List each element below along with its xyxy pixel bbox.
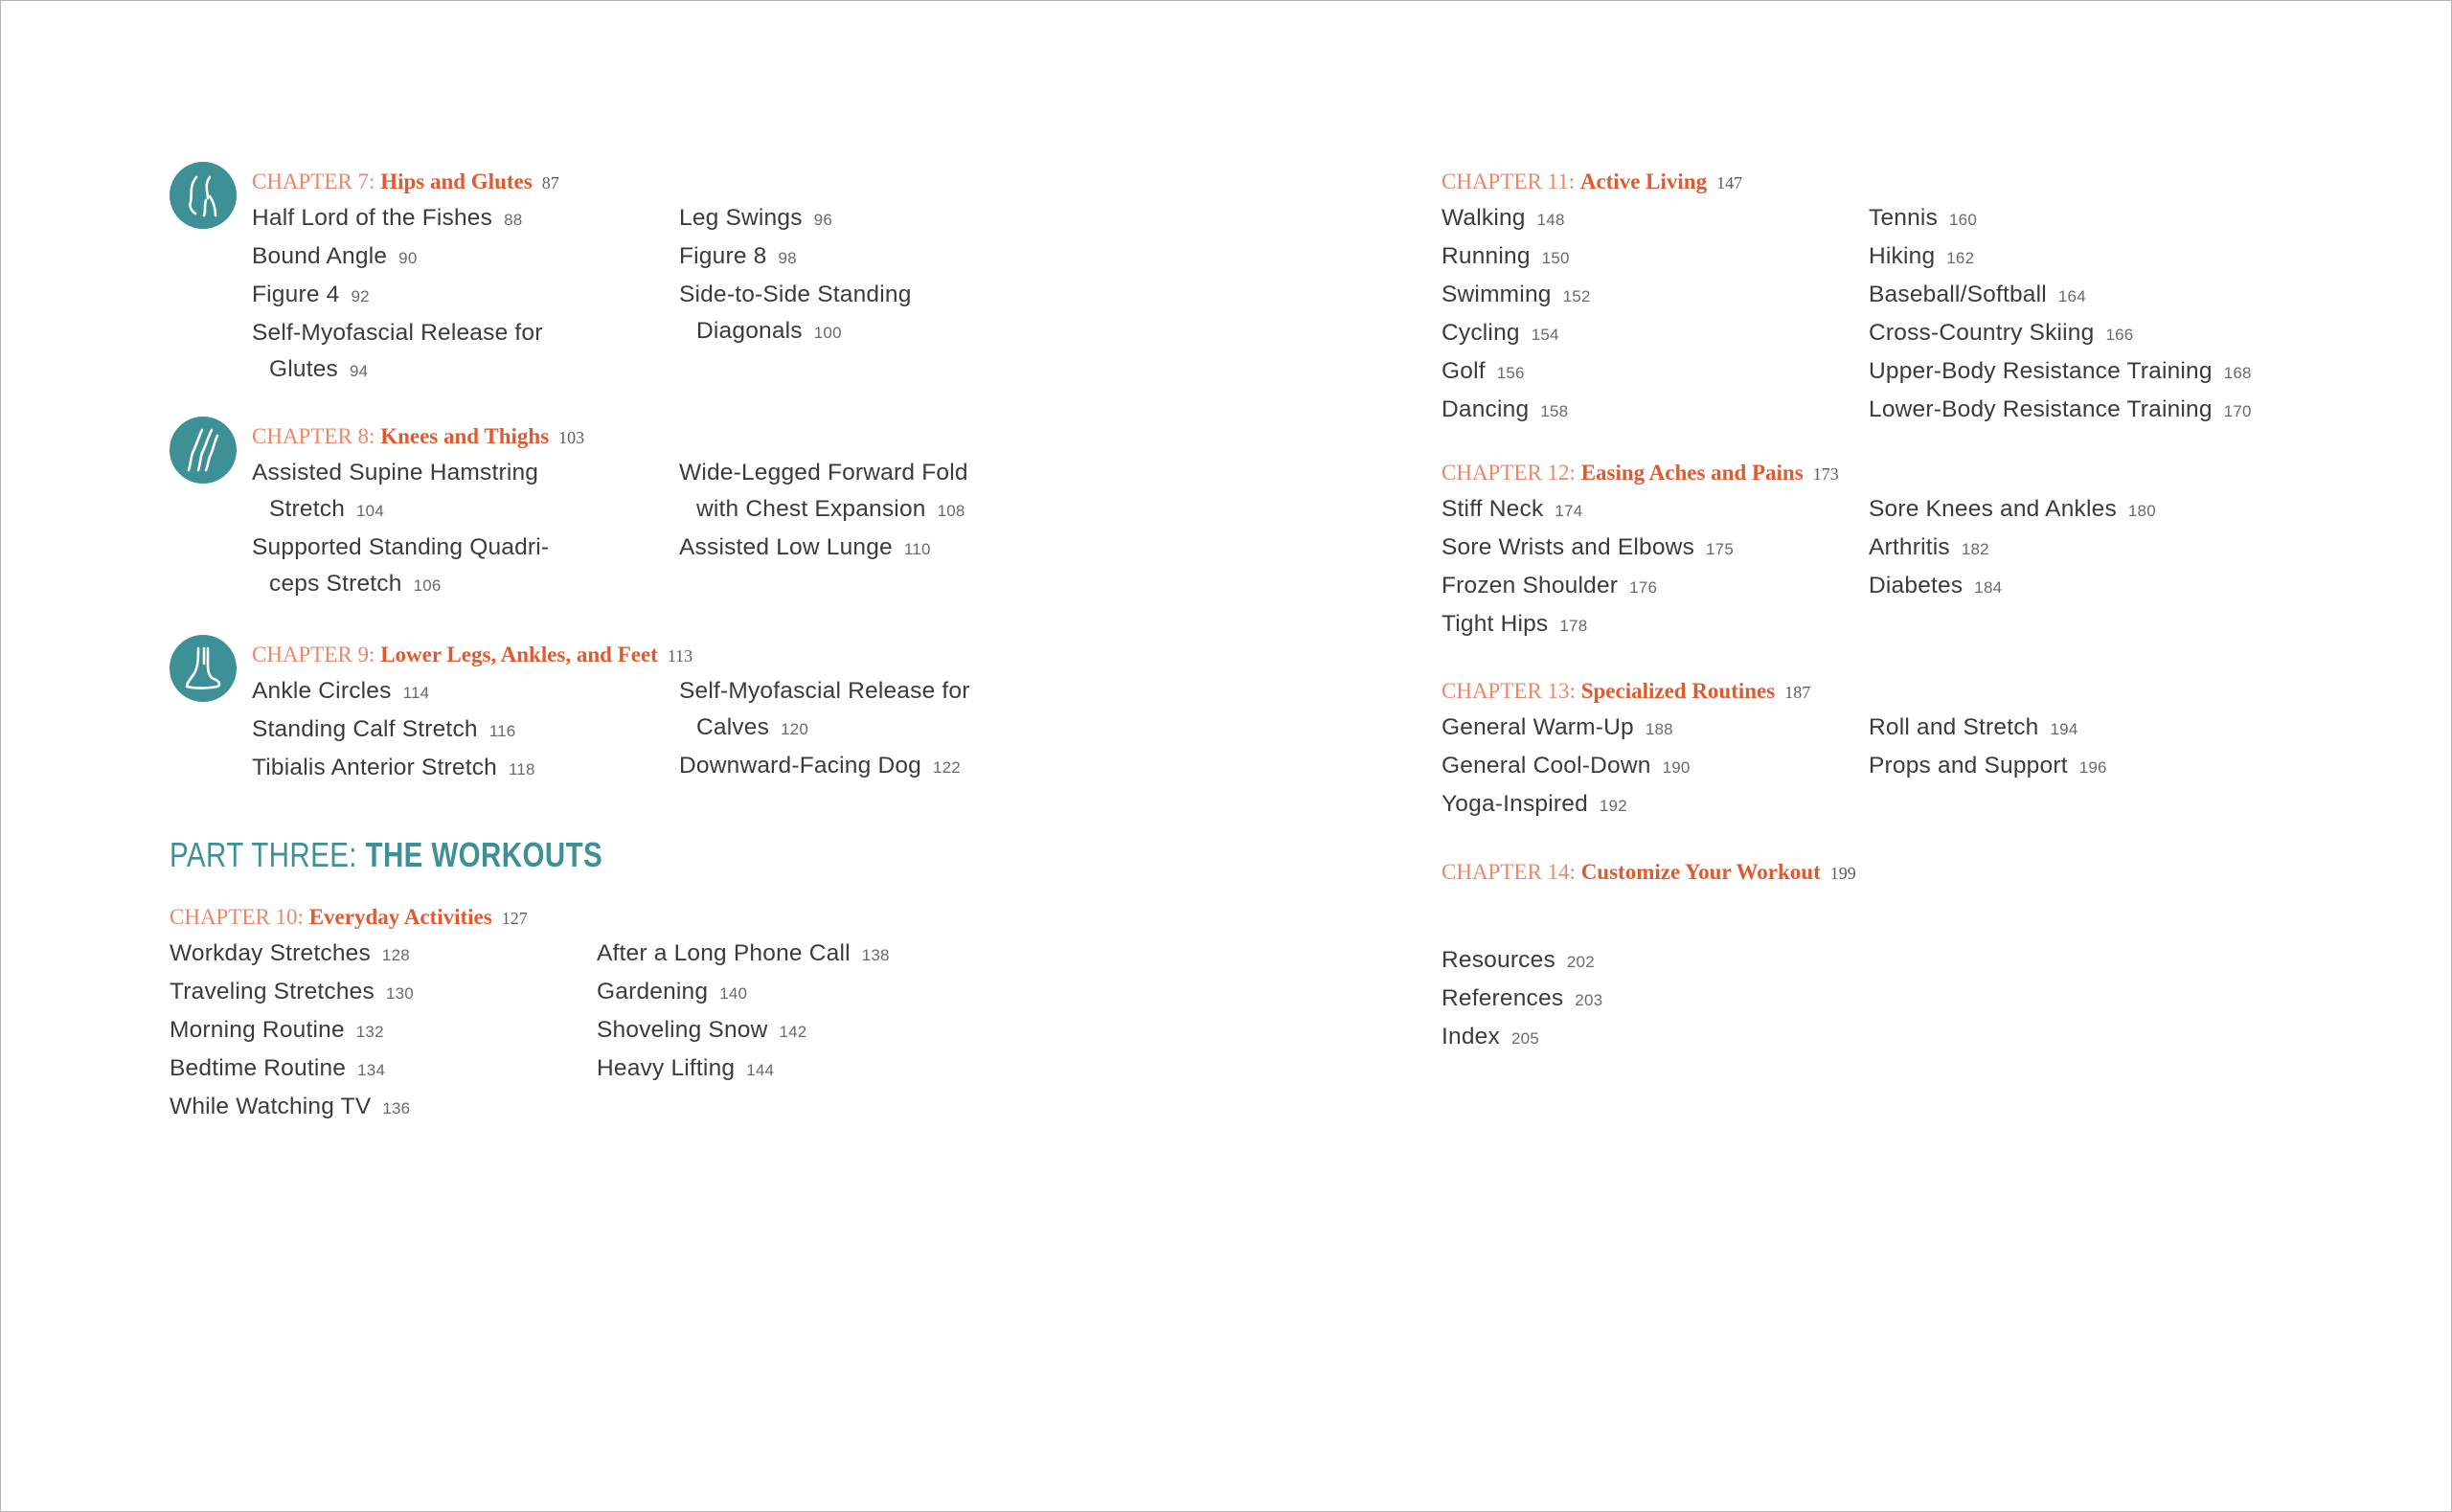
page-number: 194: [2050, 720, 2078, 738]
entry-title: General Warm-Up: [1442, 714, 1634, 740]
chapter-12-right-column: [1869, 491, 2271, 606]
page-number: 104: [356, 502, 384, 520]
toc-entry[interactable]: [1442, 200, 1844, 238]
toc-entry[interactable]: [597, 936, 999, 974]
chapter-label: CHAPTER 10:: [170, 905, 309, 929]
entry-title: Upper-Body Resistance Training: [1869, 358, 2213, 384]
page-number: 114: [402, 684, 430, 702]
toc-entry[interactable]: [252, 491, 654, 530]
chapter-13-right-column: [1869, 710, 2271, 786]
toc-entry[interactable]: [1869, 315, 2348, 353]
entry-title: Dancing: [1442, 396, 1530, 422]
page-number: 96: [813, 211, 832, 229]
toc-entry[interactable]: [1442, 748, 1844, 786]
chapter-title: Knees and Thighs: [380, 424, 550, 448]
entry-title: Shoveling Snow: [597, 1017, 768, 1043]
entry-title: Assisted Supine Hamstring: [252, 460, 539, 485]
entry-title: References: [1442, 985, 1564, 1011]
toc-entry[interactable]: [252, 200, 654, 238]
toc-entry[interactable]: [1442, 315, 1844, 353]
toc-entry[interactable]: [1442, 710, 1844, 748]
toc-entry[interactable]: [1869, 710, 2271, 748]
toc-entry[interactable]: [170, 974, 572, 1012]
page-number: 132: [355, 1023, 384, 1041]
chapter-7-section: [252, 164, 1018, 384]
chapter-10-section: [170, 899, 936, 1129]
chapter-14-heading[interactable]: [1442, 854, 1856, 891]
toc-entry[interactable]: [170, 1012, 572, 1050]
page-number: 182: [1961, 540, 1989, 558]
chapter-label: CHAPTER 13:: [1442, 679, 1581, 703]
entry-title: Lower-Body Resistance Training: [1869, 396, 2213, 422]
page-number: 150: [1541, 249, 1570, 267]
toc-entry[interactable]: [170, 936, 572, 974]
toc-entry[interactable]: [1869, 200, 2348, 238]
page-number: 103: [558, 428, 585, 447]
chapter-8-section: [252, 418, 1018, 600]
chapter-title: Customize Your Workout: [1580, 860, 1821, 884]
entry-title: Sore Knees and Ankles: [1869, 496, 2117, 522]
entry-title: Standing Calf Stretch: [252, 716, 478, 742]
entry-title: Swimming: [1442, 282, 1552, 307]
chapter-label: CHAPTER 8:: [252, 424, 381, 448]
entry-title: Sore Wrists and Elbows: [1442, 534, 1695, 560]
chapter-label: CHAPTER 14:: [1442, 860, 1581, 884]
chapter-13-section: [1442, 673, 2361, 826]
toc-entry[interactable]: [1442, 568, 1844, 606]
page-number: 173: [1812, 464, 1839, 484]
entry-title: Index: [1442, 1024, 1500, 1049]
entry-title: Tibialis Anterior Stretch: [252, 755, 497, 780]
toc-entry[interactable]: [1869, 568, 2271, 606]
toc-entry[interactable]: [252, 750, 654, 788]
toc-entry[interactable]: [1442, 606, 1844, 644]
chapter-7-heading[interactable]: [252, 164, 559, 201]
toc-entry[interactable]: [1442, 392, 1844, 430]
toc-entry[interactable]: [1869, 491, 2271, 530]
toc-entry[interactable]: [1442, 277, 1844, 315]
page-number: 184: [1974, 578, 2003, 597]
page-number: 134: [357, 1061, 386, 1079]
page-number: 147: [1716, 173, 1743, 192]
toc-entry[interactable]: [252, 455, 654, 491]
page-number: 188: [1645, 720, 1673, 738]
toc-entry[interactable]: [597, 1012, 999, 1050]
entry-title: Supported Standing Quadri-: [252, 534, 550, 560]
part-three-heading[interactable]: [170, 835, 602, 875]
page-number: 122: [933, 758, 961, 777]
chapter-11-right-column: [1869, 200, 2348, 430]
page-number: 160: [1949, 211, 1977, 229]
entry-title: Gardening: [597, 979, 709, 1004]
entry-title: Half Lord of the Fishes: [252, 205, 493, 231]
toc-entry[interactable]: [170, 1050, 572, 1089]
toc-entry[interactable]: [252, 315, 654, 351]
chapter-12-section: [1442, 455, 2361, 646]
page-number: 94: [350, 362, 369, 380]
chapter-13-heading[interactable]: [1442, 673, 1810, 711]
toc-entry[interactable]: [1869, 238, 2348, 277]
toc-entry[interactable]: [1442, 238, 1844, 277]
page-number: 127: [501, 909, 528, 928]
entry-title: Cross-Country Skiing: [1869, 320, 2095, 346]
toc-entry[interactable]: [597, 1050, 999, 1089]
page-number: 196: [2078, 758, 2107, 777]
back-matter-list: [1442, 942, 1844, 1057]
chapter-11-section: [1442, 164, 2361, 422]
toc-entry[interactable]: [170, 1089, 572, 1127]
toc-entry[interactable]: [252, 238, 654, 277]
entry-title: Diagonals: [696, 318, 803, 344]
chapter-title: Everyday Activities: [308, 905, 492, 929]
entry-title: Frozen Shoulder: [1442, 573, 1619, 598]
page-number: 154: [1531, 326, 1559, 344]
chapter-title: Active Living: [1579, 169, 1708, 193]
page-number: 144: [746, 1061, 775, 1079]
toc-entry[interactable]: [1442, 530, 1844, 568]
entry-title: Figure 4: [252, 282, 340, 307]
entry-title: Leg Swings: [679, 205, 803, 231]
page-number: 180: [2127, 502, 2156, 520]
entry-title: Stretch: [269, 496, 346, 522]
entry-title: Arthritis: [1869, 534, 1950, 560]
page-number: 174: [1555, 502, 1583, 520]
entry-title: Bound Angle: [252, 243, 388, 269]
page-number: 170: [2223, 402, 2252, 420]
chapter-label: CHAPTER 11:: [1442, 169, 1580, 193]
part-label: PART THREE:: [170, 835, 366, 874]
toc-entry[interactable]: [252, 673, 654, 711]
entry-title: Roll and Stretch: [1869, 714, 2039, 740]
toc-entry[interactable]: [1442, 491, 1844, 530]
chapter-7-right-column: [679, 200, 1081, 351]
toc-entry[interactable]: [679, 455, 1081, 491]
chapter-9-heading[interactable]: [252, 637, 692, 674]
knees-icon: [170, 417, 237, 484]
entry-title: Tight Hips: [1442, 611, 1549, 637]
chapter-title: Easing Aches and Pains: [1580, 461, 1804, 485]
chapter-9-left-column: [252, 673, 654, 788]
chapter-8-right-column: [679, 455, 1081, 568]
entry-title: ceps Stretch: [269, 571, 402, 597]
page-number: 90: [398, 249, 418, 267]
entry-title: Self-Myofascial Release for: [679, 678, 970, 704]
chapter-8-left-column: [252, 455, 654, 604]
page-number: 190: [1662, 758, 1691, 777]
entry-title: Calves: [696, 714, 770, 740]
entry-title: After a Long Phone Call: [597, 940, 851, 966]
entry-title: Cycling: [1442, 320, 1520, 346]
entry-title: Tennis: [1869, 205, 1939, 231]
toc-entry[interactable]: [679, 200, 1081, 238]
entry-title: Heavy Lifting: [597, 1055, 736, 1081]
page-number: 192: [1599, 797, 1627, 815]
page-number: 106: [413, 576, 442, 595]
page-number: 118: [509, 760, 535, 779]
entry-title: Wide-Legged Forward Fold: [679, 460, 968, 485]
entry-title: Diabetes: [1869, 573, 1964, 598]
page-number: 178: [1559, 617, 1588, 635]
page-number: 158: [1540, 402, 1569, 420]
entry-title: with Chest Expansion: [696, 496, 926, 522]
chapter-10-right-column: [597, 936, 999, 1089]
toc-entry[interactable]: [679, 710, 1081, 748]
toc-entry[interactable]: [1869, 530, 2271, 568]
page-number: 156: [1496, 364, 1525, 382]
toc-entry[interactable]: [679, 313, 1081, 351]
page-number: 92: [351, 287, 370, 305]
hips-icon: [170, 162, 237, 229]
page-number: 162: [1946, 249, 1975, 267]
entry-title: Traveling Stretches: [170, 979, 375, 1004]
chapter-10-heading[interactable]: [170, 899, 528, 937]
page-number: 142: [779, 1023, 807, 1041]
page-number: 113: [667, 646, 693, 666]
entry-title: Assisted Low Lunge: [679, 534, 893, 560]
entry-title: Hiking: [1869, 243, 1936, 269]
page-number: 88: [504, 211, 523, 229]
page-number: 110: [903, 540, 931, 558]
toc-entry[interactable]: [679, 748, 1081, 786]
toc-entry[interactable]: [252, 530, 654, 566]
chapter-10-left-column: [170, 936, 572, 1127]
entry-title: Props and Support: [1869, 753, 2068, 779]
chapter-13-left-column: [1442, 710, 1844, 824]
entry-title: Side-to-Side Standing: [679, 282, 912, 307]
chapter-label: CHAPTER 12:: [1442, 461, 1581, 485]
page-number: 116: [488, 722, 516, 740]
chapter-11-heading[interactable]: [1442, 164, 1742, 201]
entry-title: Figure 8: [679, 243, 767, 269]
page-number: 187: [1784, 683, 1811, 702]
page-number: 138: [861, 946, 890, 964]
entry-title: Glutes: [269, 356, 339, 382]
toc-entry[interactable]: [252, 566, 654, 604]
page-number: 175: [1706, 540, 1734, 558]
page-number: 128: [381, 946, 410, 964]
chapter-9-right-column: [679, 673, 1081, 786]
page-number: 168: [2223, 364, 2252, 382]
entry-title: Self-Myofascial Release for: [252, 320, 543, 346]
entry-title: Ankle Circles: [252, 678, 392, 704]
toc-entry[interactable]: [679, 277, 1081, 313]
page-number: 203: [1575, 991, 1603, 1009]
chapter-8-heading[interactable]: [252, 418, 584, 456]
toc-entry[interactable]: [1442, 786, 1844, 824]
toc-entry[interactable]: [1442, 981, 1844, 1019]
page-number: 202: [1566, 953, 1595, 971]
toc-entry[interactable]: [679, 238, 1081, 277]
entry-title: Bedtime Routine: [170, 1055, 347, 1081]
toc-entry[interactable]: [1869, 392, 2348, 430]
chapter-9-section: [252, 637, 1018, 790]
entry-title: Yoga-Inspired: [1442, 791, 1588, 817]
part-title: THE WORKOUTS: [365, 835, 603, 874]
toc-entry[interactable]: [1869, 353, 2348, 392]
chapter-title: Hips and Glutes: [380, 169, 533, 193]
entry-title: Workday Stretches: [170, 940, 371, 966]
toc-entry[interactable]: [679, 673, 1081, 710]
chapter-12-heading[interactable]: [1442, 455, 1839, 492]
entry-title: Running: [1442, 243, 1531, 269]
page-number: 100: [813, 324, 842, 342]
page-number: 130: [385, 984, 414, 1003]
page-number: 148: [1536, 211, 1565, 229]
chapter-title: Specialized Routines: [1580, 679, 1776, 703]
toc-entry[interactable]: [252, 711, 654, 750]
entry-title: Resources: [1442, 947, 1555, 973]
toc-entry[interactable]: [1442, 942, 1844, 981]
chapter-label: CHAPTER 9:: [252, 643, 381, 666]
toc-entry[interactable]: [252, 351, 654, 390]
foot-icon: [170, 635, 237, 702]
page-number: 87: [541, 173, 559, 192]
page-number: 136: [382, 1099, 411, 1117]
page-number: 166: [2105, 326, 2134, 344]
page-number: 108: [937, 502, 965, 520]
toc-entry[interactable]: [597, 974, 999, 1012]
toc-entry[interactable]: [679, 530, 1081, 568]
toc-entry[interactable]: [1869, 748, 2271, 786]
toc-entry[interactable]: [1442, 353, 1844, 392]
chapter-label: CHAPTER 7:: [252, 169, 381, 193]
chapter-14-section: [1442, 854, 2304, 892]
entry-title: Golf: [1442, 358, 1486, 384]
entry-title: Morning Routine: [170, 1017, 345, 1043]
toc-entry[interactable]: [679, 491, 1081, 530]
entry-title: Baseball/Softball: [1869, 282, 2047, 307]
toc-entry[interactable]: [1869, 277, 2348, 315]
page-number: 205: [1510, 1029, 1539, 1048]
page-number: 120: [781, 720, 809, 738]
chapter-11-left-column: [1442, 200, 1844, 430]
page-number: 98: [778, 249, 797, 267]
chapter-12-left-column: [1442, 491, 1844, 644]
entry-title: Walking: [1442, 205, 1526, 231]
entry-title: Downward-Facing Dog: [679, 753, 921, 779]
page-number: 176: [1629, 578, 1658, 597]
toc-entry[interactable]: [252, 277, 654, 315]
entry-title: General Cool-Down: [1442, 753, 1651, 779]
page-number: 140: [719, 984, 748, 1003]
entry-title: While Watching TV: [170, 1094, 372, 1119]
page-number: 164: [2057, 287, 2086, 305]
page-number: 152: [1562, 287, 1591, 305]
entry-title: Stiff Neck: [1442, 496, 1544, 522]
chapter-7-left-column: [252, 200, 654, 390]
chapter-title: Lower Legs, Ankles, and Feet: [380, 643, 658, 666]
toc-entry[interactable]: [1442, 1019, 1844, 1057]
page-number: 199: [1829, 864, 1856, 883]
